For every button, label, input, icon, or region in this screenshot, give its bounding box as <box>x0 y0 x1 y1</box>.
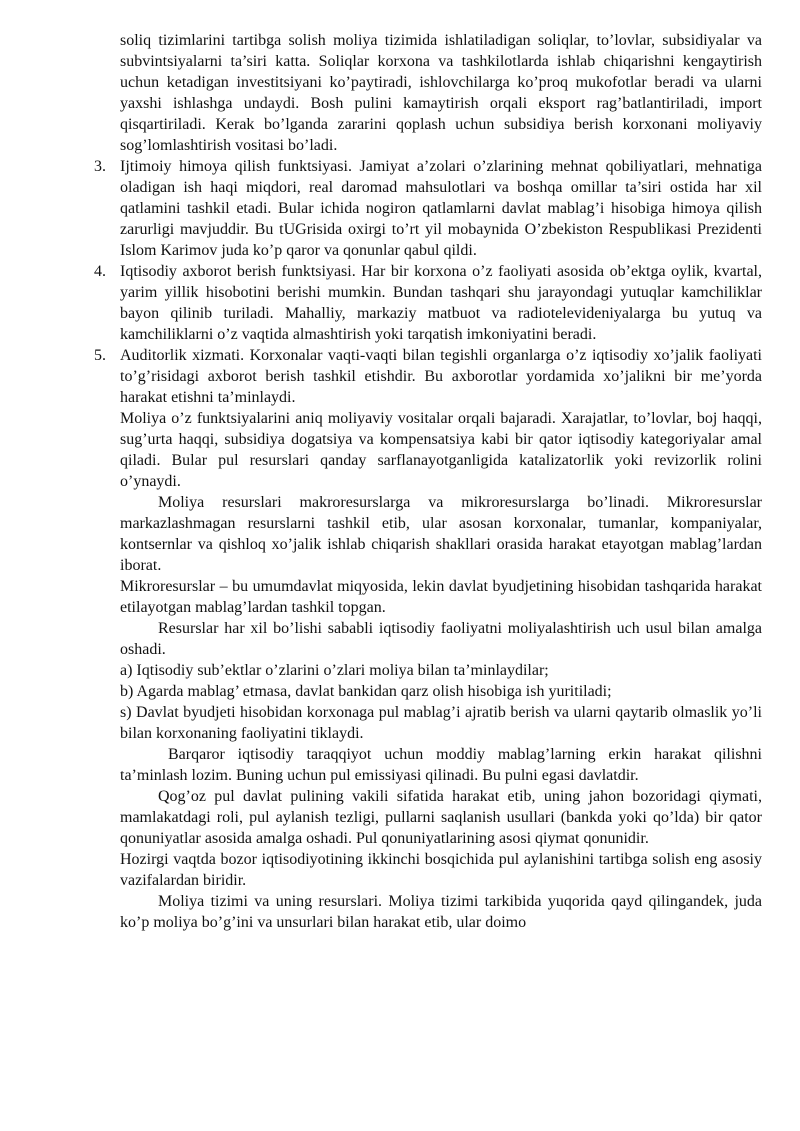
list-number-4: 4. <box>94 263 106 280</box>
paragraph-b: b) Agarda mablag’ etmasa, davlat bankidan qarz olish hisobiga ish yuritiladi; <box>120 683 612 700</box>
paragraph-mikroresurslar: Mikroresurslar – bu umumdavlat miqyosida, lekin davlat byudjetining hisobidan tashqarida harakat etilayotgan mablag’lardan tashkil topgan. <box>120 578 762 616</box>
paragraph-s: s) Davlat byudjeti hisobidan korxonaga pul mablag’i ajratib berish va ularni qaytarib olmaslik yo’li bilan korxonaning faoliyatini tiklaydi. <box>120 704 762 742</box>
paragraph-barqaror: Barqaror iqtisodiy taraqqiyot uchun moddiy mablag’larning erkin harakat qilishni ta’minlash lozim. Buning uchun pul emissiyasi qilinadi. Bu pulni egasi davlatdir. <box>120 746 762 784</box>
paragraph-hozirgi: Hozirgi vaqtda bozor iqtisodiyotining ikkinchi bosqichida pul aylanishini tartibga solish eng asosiy vazifalardan biridir. <box>120 851 762 889</box>
list-number-3: 3. <box>94 158 106 175</box>
list-item-4 <box>94 261 762 345</box>
paragraph-har-xil: Resurslar har xil bo’lishi sababli iqtisodiy faoliyatni moliyalashtirish uch usul bilan amalga oshadi. <box>120 620 762 658</box>
list-item-3 <box>94 156 762 261</box>
list-item-5 <box>94 345 762 408</box>
list-text-4: Iqtisodiy axborot berish funktsiyasi. Har bir korxona o’z faoliyati asosida ob’ektga oylik, kvartal, yarim yillik hisobotini berishi mumkin. Bundan tashqari shu jarayondagi yutuqlar kamchiliklar bayon qilinib turiladi. Mahalliy, markaziy matbuot va radiotelevideniyalarga bu yutuq va kamchiliklarni o’z vaqtida almashtirish yoki tarqatish imkoniyatini beradi. <box>120 263 762 343</box>
list-text-5: Auditorlik xizmati. Korxonalar vaqti-vaqti bilan tegishli organlarga o’z iqtisodiy xo’jalik faoliyati to’g’risidagi axborot berish tashkil etishdir. Bu axborotlar yordamida xo’jalikni bir me’yorda harakat etishni ta’minlaydi. <box>120 347 762 406</box>
paragraph-a: a) Iqtisodiy sub’ektlar o’zlarini o’zlari moliya bilan ta’minlaydilar; <box>120 662 549 679</box>
list-text-3: Ijtimoiy himoya qilish funktsiyasi. Jamiyat a’zolari o’zlarining mehnat qobiliyatlari, mehnatiga oladigan ish haqi miqdori, real daromad mahsulotlari va boshqa omillar ta’siri ostida har xil qatlamini tashkil etadi. Bular ichida nogiron qatlamlarni davlat mablag’i hisobiga himoya qilish zarurligi mavjuddir. Bu tUGrisida oxirgi to’rt yil mobaynida O’zbekiston Respublikasi Prezidenti Islom Karimov juda ko’p qaror va qonunlar qabul qildi. <box>120 158 762 259</box>
paragraph-resurslar: Moliya resurslari makroresurslarga va mikroresurslarga bo’linadi. Mikroresurslar markazlashmagan resurslarni tashkil etib, ular asosan korxonalar, tumanlar, kompaniyalar, kontsernlar va qishloq xo’jalik ishlab chiqarish shakllari orasida harakat etayotgan mablag’lardan iborat. <box>120 494 762 574</box>
paragraph-qogoz: Qog’oz pul davlat pulining vakili sifatida harakat etib, uning jahon bozoridagi qiymati, mamlakatdagi roli, pul aylanish tezligi, pullarni saqlanish usullari (bankda yoki qo’lda) bir qator qonuniyatlar asosida amalga oshadi. Pul qonuniyatlarining asosi qiymat qonunidir. <box>120 788 762 847</box>
paragraph-intro: soliq tizimlarini tartibga solish moliya tizimida ishlatiladigan soliqlar, to’lovlar, subsidiyalar va subvintsiyalarni ta’siri katta. Soliqlar korxona va tashkilotlarda ishlab chiqarishni kengaytirish uchun ketadigan investitsiyani ko’paytiradi, ishlovchilarga ko’proq mukofotlar beradi va ularni yaxshi ishlashga undaydi. Bosh pulini kamaytirish orqali eksport rag’batlantiriladi, import qisqartiriladi. Kerak bo’lganda zararini qoplash uchun subsidiya berish korxonani moliyaviy sog’lomlashtirish vositasi bo’ladi. <box>120 32 762 154</box>
list-number-5: 5. <box>94 347 106 364</box>
paragraph-moliya-tizimi: Moliya tizimi va uning resurslari. Moliya tizimi tarkibida yuqorida qayd qilingandek, juda ko’p moliya bo’g’ini va unsurlari bilan harakat etib, ular doimo <box>120 893 762 931</box>
paragraph-moliya: Moliya o’z funktsiyalarini aniq moliyaviy vositalar orqali bajaradi. Xarajatlar, to’lovlar, boj haqqi, sug’urta haqqi, subsidiya dogatsiya va kompensatsiya kabi bir qator iqtisodiy kategoriyalar amal qiladi. Bular pul resurslari qanday sarflanayotganligida katalizatorlik yoki revizorlik rolini o’ynaydi. <box>120 410 762 490</box>
